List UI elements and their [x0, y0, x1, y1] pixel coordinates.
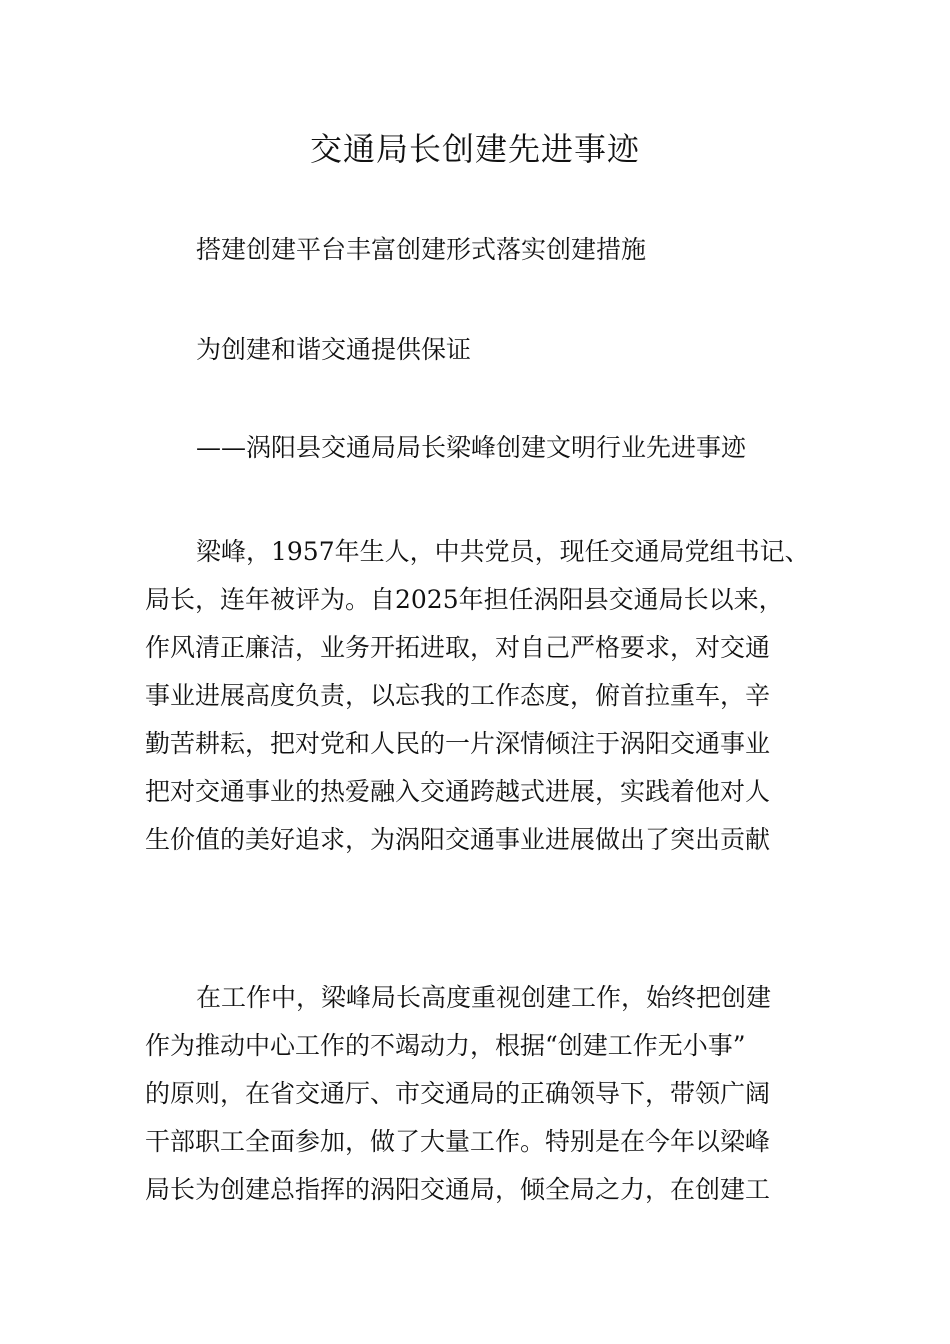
document-title: 交通局长创建先进事迹 — [309, 130, 640, 168]
paragraph-line: 作为推动中心工作的不竭动力，根据“创建工作无小事” — [145, 1031, 746, 1060]
paragraph-line: 局长为创建总指挥的涡阳交通局，倾全局之力，在创建工 — [145, 1175, 771, 1204]
paragraph-line: 把对交通事业的热爱融入交通跨越式进展，实践着他对人 — [145, 777, 771, 806]
paragraph-line: 事业进展高度负责，以忘我的工作态度，俯首拉重车，辛 — [145, 681, 771, 710]
paragraph-line: 干部职工全面参加，做了大量工作。特别是在今年以梁峰 — [145, 1127, 771, 1156]
paragraph-1 — [145, 528, 810, 864]
paragraph-2 — [145, 974, 771, 1214]
subtitle-byline: ——涡阳县交通局局长梁峰创建文明行业先进事迹 — [196, 433, 747, 462]
paragraph-line: 在工作中，梁峰局长高度重视创建工作，始终把创建 — [196, 983, 772, 1012]
paragraph-line: 作风清正廉洁，业务开拓进取，对自己严格要求，对交通 — [145, 633, 771, 662]
paragraph-line: 的原则，在省交通厅、市交通局的正确领导下，带领广阔 — [145, 1079, 771, 1108]
paragraph-line: 局长，连年被评为。自2025年担任涡阳县交通局长以来， — [145, 585, 784, 614]
paragraph-line: 生价值的美好追求，为涡阳交通事业进展做出了突出贡献 — [145, 825, 771, 854]
subtitle-line-1: 搭建创建平台丰富创建形式落实创建措施 — [196, 235, 647, 264]
paragraph-line: 梁峰，1957年生人，中共党员，现任交通局党组书记、 — [196, 537, 810, 566]
paragraph-line: 勤苦耕耘，把对党和人民的一片深情倾注于涡阳交通事业 — [145, 729, 771, 758]
subtitle-line-2: 为创建和谐交通提供保证 — [196, 335, 472, 364]
